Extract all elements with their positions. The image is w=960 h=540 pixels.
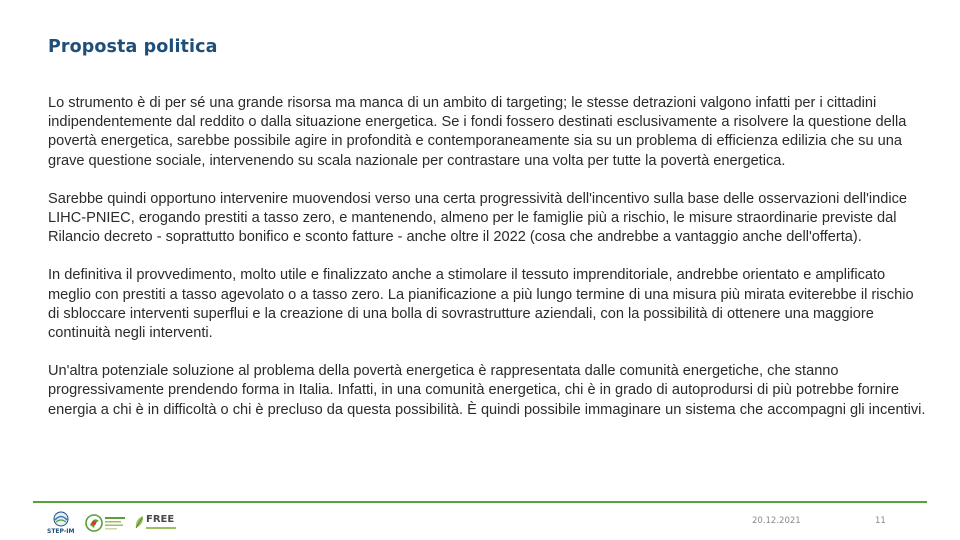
green-logo-icon xyxy=(85,512,127,534)
stepim-logo-text: STEP-IM xyxy=(47,528,75,535)
page-number: 11 xyxy=(875,516,886,526)
free-logo-icon xyxy=(134,514,146,530)
paragraph-2: Sarebbe quindi opportuno intervenire muovendosi verso una certa progressività dell'incentivo sulla base delle osservazioni dell'indice LIHC-PNIEC, erogando prestiti a tasso zero, e mantenendo, almeno per le famiglie più a rischio, le misure straordinarie previste dal Rilancio decreto - soprattutto bonifico e sconto fatture - anche oltre il 2022 (cosa che andrebbe a vantaggio anche dell'offerta). xyxy=(48,190,908,246)
free-logo-text: FREE xyxy=(146,514,175,525)
paragraph-3: In definitiva il provvedimento, molto utile e finalizzato anche a stimolare il tessuto imprenditoriale, andrebbe orientato e amplificato meglio con prestiti a tasso agevolato o a tasso zero. La pianificazione a più lungo termine di una misura più mirata eviterebbe il rischio di sbloccare interventi superflui e la creazione di una bolla di sovrastrutture aziendali, con la possibilità di ottenere una maggiore continuità negli interventi. xyxy=(48,267,914,342)
paragraph-4: Un'altra potenziale soluzione al problema della povertà energetica è rappresentata dalle comunità energetiche, che stanno progressivamente prendendo forma in Italia. Infatti, in una comunità energetica, chi è in grado di autoprodursi di più potrebbe fornire energia a chi è in difficoltà o chi è precluso da questa possibilità. È quindi possibile immaginare un sistema che accompagni gli incentivi. xyxy=(48,363,926,418)
footer-divider xyxy=(33,501,927,503)
footer-date: 20.12.2021 xyxy=(752,516,801,526)
free-logo xyxy=(134,514,176,536)
slide-title: Proposta politica xyxy=(48,37,218,57)
slide-body xyxy=(48,94,928,439)
paragraph-1: Lo strumento è di per sé una grande risorsa ma manca di un ambito di targeting; le stesse detrazioni valgono infatti per i cittadini indipendentemente dal reddito o dalla situazione energetica. Se i fondi fossero destinati esclusivamente a risolvere la questione della povertà energetica, sarebbe possibile agire in profondità e contemporaneamente sia su un problema di efficienza edilizia che su una grave questione sociale, intervenendo su scala nazionale per contrastare una volta per tutte la povertà energetica. xyxy=(48,95,907,169)
stepim-logo xyxy=(46,509,76,539)
free-logo-underline xyxy=(146,527,176,529)
stepim-logo-icon xyxy=(46,509,76,529)
